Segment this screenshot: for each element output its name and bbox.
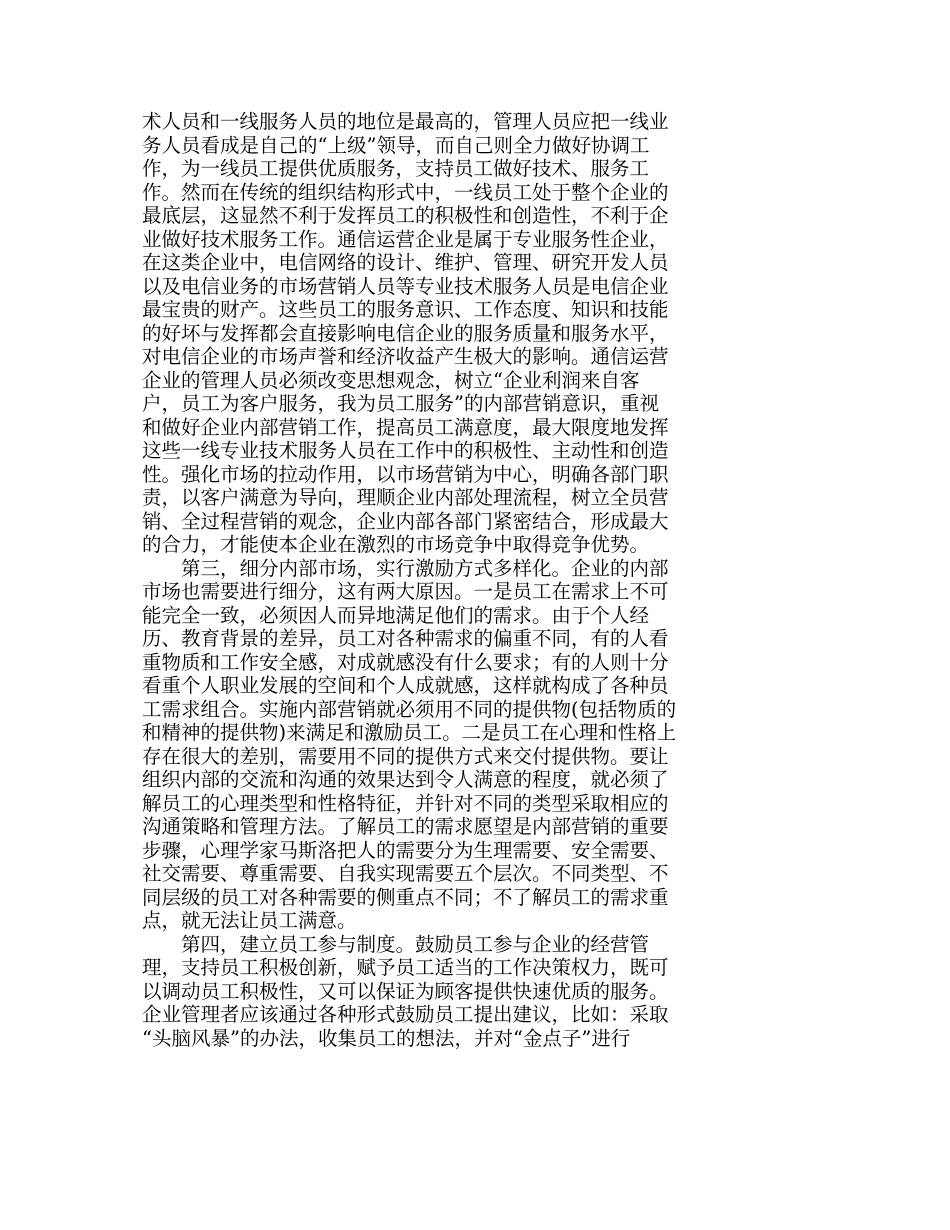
text-line: 第三，细分内部市场，实行激励方式多样化。企业的内部	[142, 556, 669, 580]
text-line: 重物质和工作安全感，对成就感没有什么要求；有的人则十分	[142, 650, 669, 674]
text-line: 企业管理者应该通过各种形式鼓励员工提出建议，比如：采取	[142, 1003, 669, 1026]
text-line: 解员工的心理类型和性格特征，并针对不同的类型采取相应的	[142, 791, 669, 815]
text-line: 在这类企业中，电信网络的设计、维护、管理、研究开发人员	[142, 251, 669, 274]
text-line: 沟通策略和管理方法。了解员工的需求愿望是内部营销的重要	[142, 815, 669, 838]
text-line: 社交需要、尊重需要、自我实现需要五个层次。不同类型、不	[142, 862, 669, 885]
text-line: 以及电信业务的市场营销人员等专业技术服务人员是电信企业	[142, 274, 669, 298]
text-line: 的好坏与发挥都会直接影响电信企业的服务质量和服务水平，	[142, 321, 669, 345]
text-line: 销、全过程营销的观念，企业内部各部门紧密结合，形成最大	[142, 509, 669, 533]
text-line: 看重个人职业发展的空间和个人成就感，这样就构成了各种员	[142, 674, 669, 697]
text-line: 性。强化市场的拉动作用，以市场营销为中心，明确各部门职	[142, 462, 669, 486]
text-line: “头脑风暴”的办法，收集员工的想法，并对“金点子”进行	[142, 1026, 631, 1050]
text-line: 业做好技术服务工作。通信运营企业是属于专业服务性企业，	[142, 227, 669, 251]
body-text	[142, 110, 742, 1050]
text-line: 最宝贵的财产。这些员工的服务意识、工作态度、知识和技能	[142, 298, 669, 321]
text-line: 市场也需要进行细分，这有两大原因。一是员工在需求上不可	[142, 580, 669, 603]
text-line: 对电信企业的市场声誉和经济收益产生极大的影响。通信运营	[142, 345, 669, 368]
text-line: 以调动员工积极性，又可以保证为顾客提供快速优质的服务。	[142, 979, 669, 1003]
text-line: 企业的管理人员必须改变思想观念，树立“企业利润来自客	[142, 368, 640, 392]
text-line: 作，为一线员工提供优质服务，支持员工做好技术、服务工	[142, 157, 650, 180]
text-line: 作。然而在传统的组织结构形式中，一线员工处于整个企业的	[142, 180, 669, 204]
text-line: 同层级的员工对各种需要的侧重点不同；不了解员工的需求重	[142, 885, 669, 909]
text-line: 最底层，这显然不利于发挥员工的积极性和创造性，不利于企	[142, 204, 669, 227]
text-line: 工需求组合。实施内部营销就必须用不同的提供物(包括物质的	[142, 697, 677, 721]
text-line: 组织内部的交流和沟通的效果达到令人满意的程度，就必须了	[142, 768, 669, 791]
text-line: 这些一线专业技术服务人员在工作中的积极性、主动性和创造	[142, 439, 669, 462]
text-line: 历、教育背景的差异，员工对各种需求的偏重不同，有的人看	[142, 627, 669, 650]
text-line: 点，就无法让员工满意。	[142, 909, 357, 932]
text-line: 存在很大的差别，需要用不同的提供方式来交付提供物。要让	[142, 744, 669, 768]
text-line: 和精神的提供物)来满足和激励员工。二是员工在心理和性格上	[142, 721, 677, 744]
text-line: 能完全一致，必须因人而异地满足他们的需求。由于个人经	[142, 603, 650, 627]
text-line: 务人员看成是自己的“上级”领导，而自己则全力做好协调工	[142, 133, 650, 157]
text-line: 术人员和一线服务人员的地位是最高的，管理人员应把一线业	[142, 110, 669, 133]
text-line: 理，支持员工积极创新，赋予员工适当的工作决策权力，既可	[142, 956, 669, 979]
text-line: 责，以客户满意为导向，理顺企业内部处理流程，树立全员营	[142, 486, 669, 509]
text-line: 第四，建立员工参与制度。鼓励员工参与企业的经营管	[142, 932, 650, 956]
text-line: 户，员工为客户服务，我为员工服务”的内部营销意识，重视	[142, 392, 659, 415]
text-line: 步骤，心理学家马斯洛把人的需要分为生理需要、安全需要、	[142, 838, 669, 862]
text-line: 和做好企业内部营销工作，提高员工满意度，最大限度地发挥	[142, 415, 669, 439]
text-line: 的合力，才能使本企业在激烈的市场竞争中取得竞争优势。	[142, 533, 650, 556]
